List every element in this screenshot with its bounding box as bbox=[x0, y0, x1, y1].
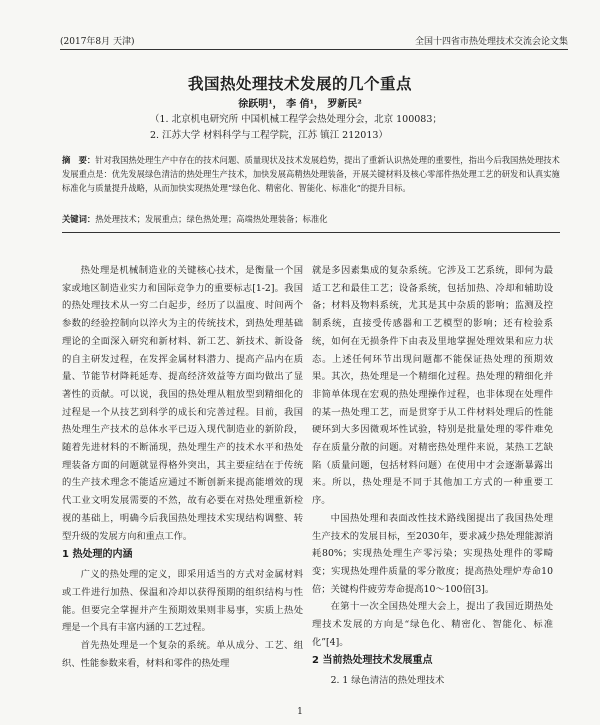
paper-title: 我国热处理技术发展的几个重点 bbox=[187, 75, 412, 93]
header-proceedings-title: 全国十四省市热处理技术交流会论文集 bbox=[414, 37, 568, 47]
intro-paragraph: 热处理是机械制造业的关键核心技术，是衡量一个国家或地区制造业实力和国际竞争力的重要标志[1-2]。我国的热处理技术从一穷二白起步，经历了以温度、时间两个参数的经验控制向以淬火为主的传统技术，到热处理基础理论的全面深入研究和新材料、新工艺、新技术、新设备的自主研发过程，在发挥金属材料潜力、提高产品内在质量、节能节材降耗延寿、提高经济效益等方面均做出了显著性的贡献。可以说，我国的热处理从粗放型到精细化的过程是一个从技艺到科学的成长和完善过程。目前，我国热处理生产技术的总体水平已迈入现代制造业的新阶段，随着先进材料的不断涌现，热处理生产的技术水平和热处理装备方面的问题就显得格外突出，其主要症结在于传统的生产技术理念不能适应通过不断创新来提高能增效的现代工业文明发展需要的不然，故有必要在对热处理重新检视的基础上，明确今后我国热处理技术实现结构调整、转型升级的发展方向和重点工作。 bbox=[62, 265, 303, 542]
abstract-label: 摘 要： bbox=[62, 155, 96, 165]
section-2-heading: 2 当前热处理技术发展重点 bbox=[312, 655, 433, 667]
keywords-label: 关键词： bbox=[62, 214, 96, 224]
running-header bbox=[60, 36, 568, 50]
paper-authors: 徐跃明¹， 李 俏¹， 罗新民² bbox=[238, 99, 362, 110]
section-1-paragraph-1: 广义的热处理的定义，即采用适当的方式对金属材料或工件进行加热、保温和冷却以获得预期的组织结构与性能。但要完全掌握并产生预期效果则非易事，实质上热处理是一个具有丰富内涵的工艺过程。 bbox=[62, 569, 303, 634]
roadmap-paragraph: 中国热处理和表面改性技术路线图提出了我国热处理生产技术的发展目标，至2030年，要求减少热处理能源消耗80%；实现热处理生产零污染；实现热处理件的零畸变；实现热处理件质量的零分散度；提高热处理炉寿命10倍；关键构件疲劳寿命提高10～100倍[3]。 bbox=[312, 512, 553, 595]
section-2-1-heading: 2. 1 绿色清洁的热处理技术 bbox=[330, 675, 445, 687]
abstract-text: 针对我国热处理生产中存在的技术问题、质量现状及技术发展趋势，提出了重新认识热处理的重要性，指出今后我国热处理技术发展重点是：优先发展绿色清洁的热处理生产技术，加快发展高精热处理装备，开展关键材料及核心零部件热处理工艺的研发和认真实施标准化与质量提升战略，从而加快实现热处理“绿色化、精密化、智能化、标准化”的提升目标。 bbox=[62, 155, 560, 193]
section-1-paragraph-2: 首先热处理是一个复杂的系统。单从成分、工艺、组织、性能参数来看，材料和零件的热处理 bbox=[62, 640, 303, 669]
affiliation-1: （1. 北京机电研究所 中国机械工程学会热处理分会，北京 100083； bbox=[150, 114, 442, 125]
left-column bbox=[62, 262, 303, 672]
page-number: 1 bbox=[297, 707, 303, 717]
section-1-paragraph-2-continued: 就是多因素集成的复杂系统。它涉及工艺系统，即何为最适工艺和最佳工艺；设备系统，包括加热、冷却和辅助设备；材料及物料系统，尤其是其中杂质的影响；监测及控制系统，直接受传感器和工艺模型的影响；还有检验系统，如何在无损条件下由表及里地掌握处理效果和应力状态。上述任何环节出现问题都不能保证热处理的预期效果。其次，热处理是一个精细化过程。热处理的精细化并非简单体现在宏观的热处理操作过程，也非体现在处理件的某一热处理工艺，而是贯穿于从工件材料处理后的性能硬环到大多因微观坏性试验，特别是批量处理的零件难免存在质量分散的问题。对精密热处理件来说，某热工艺缺陷（质量问题，包括材料问题）在使用中才会逐渐暴露出来。所以，热处理是不同于其他加工方式的一种重要工序。 bbox=[312, 265, 553, 507]
affiliation-2: 2. 江苏大学 材料科学与工程学院，江苏 镇江 212013） bbox=[150, 130, 388, 141]
abstract bbox=[62, 153, 560, 195]
right-column bbox=[312, 262, 553, 690]
abstract-divider bbox=[62, 232, 560, 233]
conference-paragraph: 在第十一次全国热处理大会上，提出了我国近期热处理技术发展的方向是“绿色化、精密化、智能化、标准化”[4]。 bbox=[312, 601, 553, 648]
keywords-text: 热处理技术；发展重点；绿色热处理；高端热处理装备；标准化 bbox=[95, 214, 328, 224]
keywords bbox=[62, 213, 560, 225]
header-conference-date: (2017年8月 天津) bbox=[60, 37, 135, 47]
section-1-heading: 1 热处理的内涵 bbox=[62, 549, 133, 561]
